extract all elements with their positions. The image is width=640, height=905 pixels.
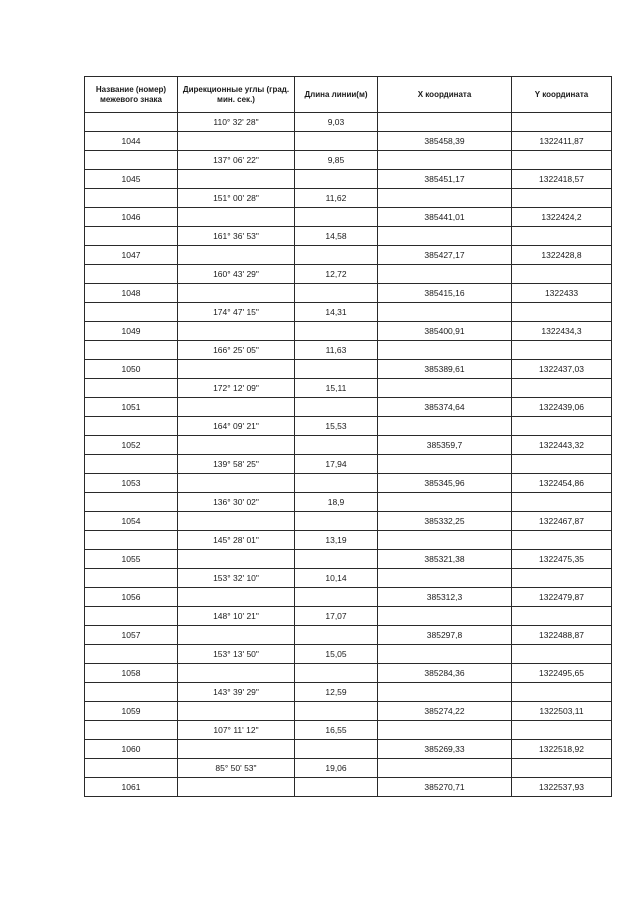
line-length-cell: 17,07 bbox=[295, 607, 378, 626]
direction-angle-cell: 148° 10' 21" bbox=[178, 607, 295, 626]
y-coordinate-cell: 1322495,65 bbox=[512, 664, 612, 683]
y-coordinate-cell bbox=[512, 189, 612, 208]
line-length-cell bbox=[295, 132, 378, 151]
y-coordinate-cell bbox=[512, 455, 612, 474]
x-coordinate-cell: 385458,39 bbox=[378, 132, 512, 151]
direction-angle-cell bbox=[178, 588, 295, 607]
mark-name-cell: 1045 bbox=[85, 170, 178, 189]
line-length-cell bbox=[295, 170, 378, 189]
y-coordinate-cell bbox=[512, 683, 612, 702]
y-coordinate-cell: 1322537,93 bbox=[512, 778, 612, 797]
mark-name-cell: 1058 bbox=[85, 664, 178, 683]
point-row bbox=[85, 322, 612, 341]
segment-row bbox=[85, 113, 612, 132]
mark-name-cell bbox=[85, 683, 178, 702]
header-row bbox=[85, 77, 612, 113]
line-length-cell bbox=[295, 550, 378, 569]
mark-name-cell: 1060 bbox=[85, 740, 178, 759]
segment-row bbox=[85, 683, 612, 702]
y-coordinate-cell: 1322434,3 bbox=[512, 322, 612, 341]
direction-angle-cell: 161° 36' 53" bbox=[178, 227, 295, 246]
y-coordinate-cell bbox=[512, 607, 612, 626]
mark-name-cell: 1047 bbox=[85, 246, 178, 265]
mark-name-cell: 1044 bbox=[85, 132, 178, 151]
mark-name-cell: 1061 bbox=[85, 778, 178, 797]
mark-name-cell bbox=[85, 569, 178, 588]
mark-name-cell bbox=[85, 227, 178, 246]
segment-row bbox=[85, 531, 612, 550]
mark-name-cell bbox=[85, 265, 178, 284]
direction-angle-cell: 166° 25' 05" bbox=[178, 341, 295, 360]
point-row bbox=[85, 132, 612, 151]
y-coordinate-cell bbox=[512, 721, 612, 740]
segment-row bbox=[85, 493, 612, 512]
line-length-cell bbox=[295, 360, 378, 379]
point-row bbox=[85, 208, 612, 227]
point-row bbox=[85, 436, 612, 455]
x-coordinate-cell: 385441,01 bbox=[378, 208, 512, 227]
y-coordinate-cell: 1322437,03 bbox=[512, 360, 612, 379]
x-coordinate-cell bbox=[378, 683, 512, 702]
segment-row bbox=[85, 265, 612, 284]
direction-angle-cell: 107° 11' 12" bbox=[178, 721, 295, 740]
y-coordinate-cell bbox=[512, 759, 612, 778]
direction-angle-cell bbox=[178, 702, 295, 721]
x-coordinate-cell: 385451,17 bbox=[378, 170, 512, 189]
x-coordinate-cell bbox=[378, 151, 512, 170]
mark-name-cell bbox=[85, 721, 178, 740]
mark-name-cell bbox=[85, 645, 178, 664]
point-row bbox=[85, 474, 612, 493]
direction-angle-cell: 145° 28' 01" bbox=[178, 531, 295, 550]
x-coordinate-cell: 385345,96 bbox=[378, 474, 512, 493]
direction-angle-cell bbox=[178, 246, 295, 265]
mark-name-cell: 1059 bbox=[85, 702, 178, 721]
x-coordinate-cell: 385389,61 bbox=[378, 360, 512, 379]
direction-angle-cell bbox=[178, 740, 295, 759]
direction-angle-cell: 151° 00' 28" bbox=[178, 189, 295, 208]
x-coordinate-cell bbox=[378, 113, 512, 132]
x-coordinate-cell: 385427,17 bbox=[378, 246, 512, 265]
mark-name-cell bbox=[85, 379, 178, 398]
direction-angle-cell: 85° 50' 53" bbox=[178, 759, 295, 778]
y-coordinate-cell: 1322428,8 bbox=[512, 246, 612, 265]
line-length-cell: 18,9 bbox=[295, 493, 378, 512]
line-length-cell bbox=[295, 778, 378, 797]
y-coordinate-cell bbox=[512, 113, 612, 132]
mark-name-cell bbox=[85, 341, 178, 360]
x-coordinate-cell: 385415,16 bbox=[378, 284, 512, 303]
x-coordinate-cell bbox=[378, 493, 512, 512]
x-coordinate-cell: 385297,8 bbox=[378, 626, 512, 645]
point-row bbox=[85, 740, 612, 759]
direction-angle-cell: 153° 13' 50" bbox=[178, 645, 295, 664]
point-row bbox=[85, 170, 612, 189]
segment-row bbox=[85, 151, 612, 170]
direction-angle-cell bbox=[178, 208, 295, 227]
y-coordinate-cell bbox=[512, 379, 612, 398]
direction-angle-cell bbox=[178, 284, 295, 303]
y-coordinate-cell bbox=[512, 417, 612, 436]
direction-angle-cell bbox=[178, 778, 295, 797]
y-coordinate-cell bbox=[512, 265, 612, 284]
mark-name-cell bbox=[85, 113, 178, 132]
mark-name-cell: 1049 bbox=[85, 322, 178, 341]
direction-angle-cell bbox=[178, 132, 295, 151]
direction-angle-cell: 172° 12' 09" bbox=[178, 379, 295, 398]
mark-name-cell: 1055 bbox=[85, 550, 178, 569]
segment-row bbox=[85, 569, 612, 588]
line-length-cell: 9,03 bbox=[295, 113, 378, 132]
x-coordinate-cell bbox=[378, 455, 512, 474]
line-length-cell bbox=[295, 702, 378, 721]
x-coordinate-cell bbox=[378, 721, 512, 740]
line-length-cell bbox=[295, 626, 378, 645]
direction-angle-cell bbox=[178, 322, 295, 341]
point-row bbox=[85, 284, 612, 303]
x-coordinate-cell bbox=[378, 417, 512, 436]
y-coordinate-cell bbox=[512, 303, 612, 322]
line-length-cell bbox=[295, 474, 378, 493]
x-coordinate-cell: 385274,22 bbox=[378, 702, 512, 721]
mark-name-cell: 1051 bbox=[85, 398, 178, 417]
direction-angle-cell: 160° 43' 29" bbox=[178, 265, 295, 284]
direction-angle-cell bbox=[178, 360, 295, 379]
x-coordinate-cell bbox=[378, 531, 512, 550]
y-coordinate-cell: 1322479,87 bbox=[512, 588, 612, 607]
mark-name-cell bbox=[85, 417, 178, 436]
x-coordinate-cell bbox=[378, 227, 512, 246]
direction-angle-cell bbox=[178, 436, 295, 455]
mark-name-cell bbox=[85, 455, 178, 474]
direction-angle-cell bbox=[178, 626, 295, 645]
y-coordinate-cell bbox=[512, 531, 612, 550]
header-y-coordinate: Y координата bbox=[512, 77, 612, 113]
x-coordinate-cell bbox=[378, 341, 512, 360]
segment-row bbox=[85, 645, 612, 664]
x-coordinate-cell: 385400,91 bbox=[378, 322, 512, 341]
mark-name-cell bbox=[85, 493, 178, 512]
segment-row bbox=[85, 303, 612, 322]
line-length-cell: 14,31 bbox=[295, 303, 378, 322]
y-coordinate-cell: 1322433 bbox=[512, 284, 612, 303]
header-mark-name: Название (номер) межевого знака bbox=[85, 77, 178, 113]
header-x-coordinate: X координата bbox=[378, 77, 512, 113]
line-length-cell: 19,06 bbox=[295, 759, 378, 778]
direction-angle-cell: 137° 06' 22" bbox=[178, 151, 295, 170]
direction-angle-cell: 139° 58' 25" bbox=[178, 455, 295, 474]
y-coordinate-cell: 1322411,87 bbox=[512, 132, 612, 151]
mark-name-cell bbox=[85, 531, 178, 550]
y-coordinate-cell: 1322475,35 bbox=[512, 550, 612, 569]
line-length-cell bbox=[295, 740, 378, 759]
point-row bbox=[85, 664, 612, 683]
y-coordinate-cell: 1322503,11 bbox=[512, 702, 612, 721]
boundary-marks-table bbox=[84, 76, 612, 797]
direction-angle-cell bbox=[178, 664, 295, 683]
direction-angle-cell: 174° 47' 15" bbox=[178, 303, 295, 322]
line-length-cell: 11,63 bbox=[295, 341, 378, 360]
y-coordinate-cell bbox=[512, 569, 612, 588]
segment-row bbox=[85, 379, 612, 398]
x-coordinate-cell bbox=[378, 569, 512, 588]
y-coordinate-cell bbox=[512, 227, 612, 246]
line-length-cell: 12,72 bbox=[295, 265, 378, 284]
point-row bbox=[85, 512, 612, 531]
x-coordinate-cell bbox=[378, 265, 512, 284]
line-length-cell: 17,94 bbox=[295, 455, 378, 474]
mark-name-cell: 1048 bbox=[85, 284, 178, 303]
mark-name-cell bbox=[85, 759, 178, 778]
line-length-cell bbox=[295, 436, 378, 455]
x-coordinate-cell bbox=[378, 645, 512, 664]
header-line-length: Длина линии(м) bbox=[295, 77, 378, 113]
direction-angle-cell bbox=[178, 474, 295, 493]
x-coordinate-cell: 385321,38 bbox=[378, 550, 512, 569]
mark-name-cell: 1052 bbox=[85, 436, 178, 455]
x-coordinate-cell: 385269,33 bbox=[378, 740, 512, 759]
x-coordinate-cell: 385374,64 bbox=[378, 398, 512, 417]
direction-angle-cell: 164° 09' 21" bbox=[178, 417, 295, 436]
mark-name-cell: 1054 bbox=[85, 512, 178, 531]
direction-angle-cell: 136° 30' 02" bbox=[178, 493, 295, 512]
y-coordinate-cell bbox=[512, 341, 612, 360]
line-length-cell bbox=[295, 398, 378, 417]
direction-angle-cell: 153° 32' 10" bbox=[178, 569, 295, 588]
y-coordinate-cell bbox=[512, 493, 612, 512]
mark-name-cell bbox=[85, 151, 178, 170]
line-length-cell: 15,11 bbox=[295, 379, 378, 398]
y-coordinate-cell: 1322518,92 bbox=[512, 740, 612, 759]
direction-angle-cell bbox=[178, 170, 295, 189]
y-coordinate-cell: 1322467,87 bbox=[512, 512, 612, 531]
x-coordinate-cell bbox=[378, 189, 512, 208]
x-coordinate-cell: 385359,7 bbox=[378, 436, 512, 455]
segment-row bbox=[85, 341, 612, 360]
point-row bbox=[85, 246, 612, 265]
point-row bbox=[85, 550, 612, 569]
header-direction-angles: Дирекционные углы (град. мин. сек.) bbox=[178, 77, 295, 113]
y-coordinate-cell: 1322418,57 bbox=[512, 170, 612, 189]
mark-name-cell bbox=[85, 189, 178, 208]
table-header bbox=[85, 77, 612, 113]
y-coordinate-cell: 1322488,87 bbox=[512, 626, 612, 645]
segment-row bbox=[85, 455, 612, 474]
y-coordinate-cell: 1322439,06 bbox=[512, 398, 612, 417]
x-coordinate-cell bbox=[378, 759, 512, 778]
y-coordinate-cell: 1322424,2 bbox=[512, 208, 612, 227]
segment-row bbox=[85, 607, 612, 626]
line-length-cell bbox=[295, 322, 378, 341]
direction-angle-cell: 110° 32' 28" bbox=[178, 113, 295, 132]
point-row bbox=[85, 360, 612, 379]
table-body bbox=[85, 113, 612, 797]
direction-angle-cell bbox=[178, 550, 295, 569]
point-row bbox=[85, 778, 612, 797]
line-length-cell: 11,62 bbox=[295, 189, 378, 208]
segment-row bbox=[85, 227, 612, 246]
mark-name-cell: 1053 bbox=[85, 474, 178, 493]
mark-name-cell bbox=[85, 607, 178, 626]
line-length-cell bbox=[295, 512, 378, 531]
line-length-cell: 13,19 bbox=[295, 531, 378, 550]
x-coordinate-cell: 385312,3 bbox=[378, 588, 512, 607]
segment-row bbox=[85, 189, 612, 208]
line-length-cell bbox=[295, 208, 378, 227]
y-coordinate-cell bbox=[512, 151, 612, 170]
point-row bbox=[85, 588, 612, 607]
x-coordinate-cell bbox=[378, 607, 512, 626]
x-coordinate-cell: 385332,25 bbox=[378, 512, 512, 531]
direction-angle-cell bbox=[178, 398, 295, 417]
mark-name-cell: 1046 bbox=[85, 208, 178, 227]
mark-name-cell: 1056 bbox=[85, 588, 178, 607]
line-length-cell bbox=[295, 588, 378, 607]
segment-row bbox=[85, 759, 612, 778]
point-row bbox=[85, 702, 612, 721]
segment-row bbox=[85, 417, 612, 436]
line-length-cell: 12,59 bbox=[295, 683, 378, 702]
mark-name-cell: 1057 bbox=[85, 626, 178, 645]
x-coordinate-cell bbox=[378, 303, 512, 322]
line-length-cell bbox=[295, 664, 378, 683]
mark-name-cell: 1050 bbox=[85, 360, 178, 379]
direction-angle-cell bbox=[178, 512, 295, 531]
segment-row bbox=[85, 721, 612, 740]
line-length-cell: 15,05 bbox=[295, 645, 378, 664]
line-length-cell: 10,14 bbox=[295, 569, 378, 588]
x-coordinate-cell: 385284,36 bbox=[378, 664, 512, 683]
y-coordinate-cell: 1322454,86 bbox=[512, 474, 612, 493]
line-length-cell bbox=[295, 284, 378, 303]
point-row bbox=[85, 626, 612, 645]
line-length-cell: 9,85 bbox=[295, 151, 378, 170]
point-row bbox=[85, 398, 612, 417]
y-coordinate-cell: 1322443,32 bbox=[512, 436, 612, 455]
mark-name-cell bbox=[85, 303, 178, 322]
line-length-cell bbox=[295, 246, 378, 265]
line-length-cell: 14,58 bbox=[295, 227, 378, 246]
x-coordinate-cell bbox=[378, 379, 512, 398]
y-coordinate-cell bbox=[512, 645, 612, 664]
line-length-cell: 15,53 bbox=[295, 417, 378, 436]
x-coordinate-cell: 385270,71 bbox=[378, 778, 512, 797]
direction-angle-cell: 143° 39' 29" bbox=[178, 683, 295, 702]
line-length-cell: 16,55 bbox=[295, 721, 378, 740]
